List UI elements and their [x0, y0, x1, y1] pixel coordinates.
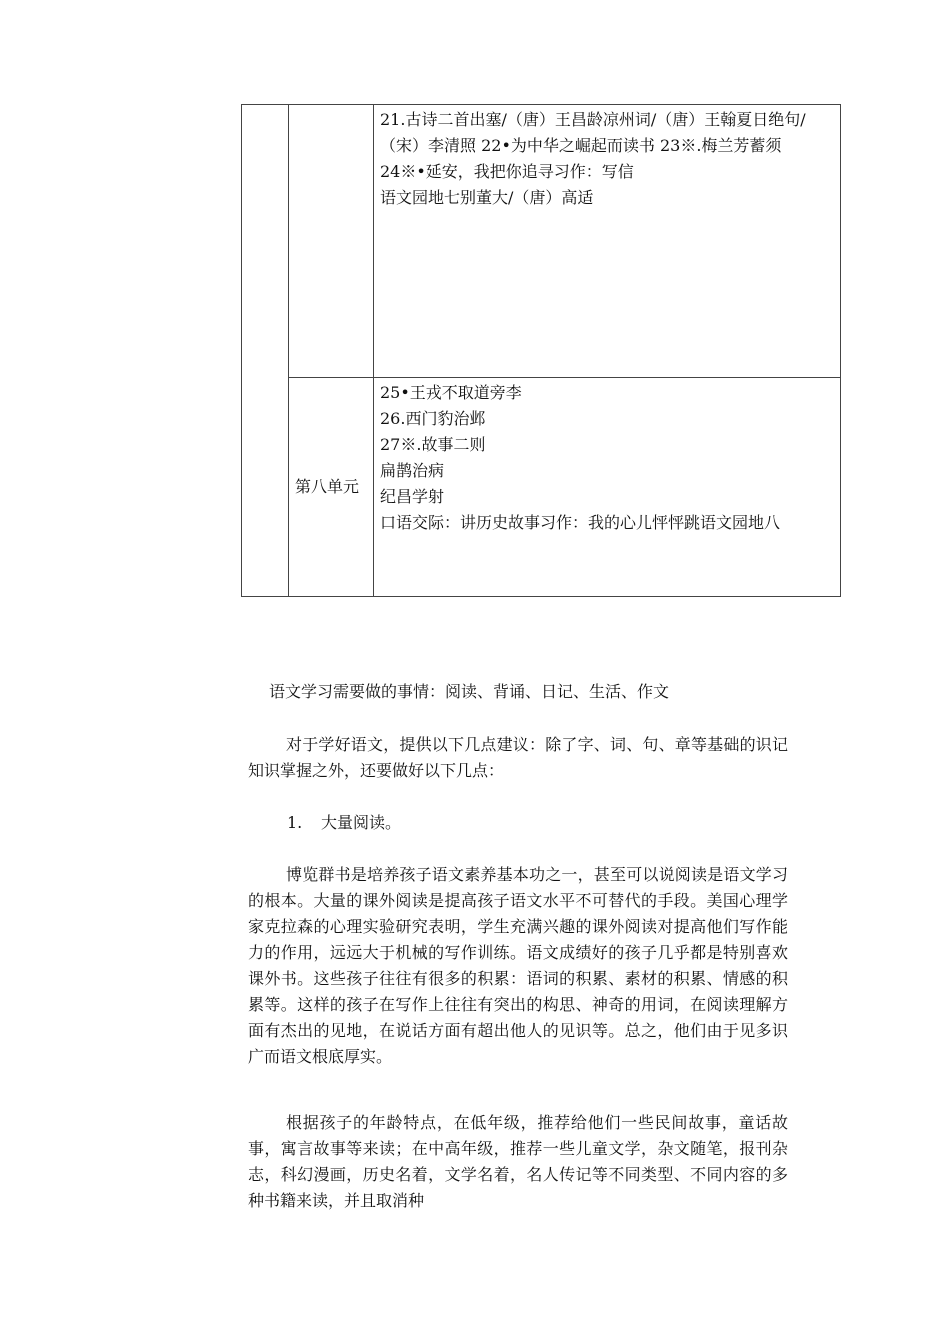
blank-cell [242, 105, 289, 597]
list-item-title: 大量阅读。 [321, 813, 402, 832]
intro-paragraph: 对于学好语文，提供以下几点建议：除了字、词、句、章等基础的识记知识掌握之外，还要做好以下几点： [248, 735, 788, 780]
body-paragraph: 博览群书是培养孩子语文素养基本功之一，甚至可以说阅读是语文学习的根本。大量的课外阅读是提高孩子语文水平不可替代的手段。美国心理学家克拉森的心理实验研究表明，学生充满兴趣的课外阅读对提高他们写作能力的作用，远远大于机械的写作训练。语文成绩好的孩子几乎都是特别喜欢课外书。这些孩子往往有很多的积累：语词的积累、素材的积累、情感的积累等。这样的孩子在写作上往往有突出的构思、神奇的用词，在阅读理解方面有杰出的见地，在说话方面有超出他人的见识等。总之，他们由于见多识广而语文根底厚实。 [248, 865, 788, 1066]
lesson-list [374, 105, 840, 211]
lesson-line: 26.西门豹治邺 [380, 409, 486, 428]
lesson-line: 25•王戎不取道旁李 [380, 383, 522, 402]
unit-cell [289, 105, 374, 378]
section-heading: 语文学习需要做的事情：阅读、背诵、日记、生活、作文 [269, 682, 670, 701]
table-row [242, 378, 841, 597]
list-item [287, 810, 401, 836]
table-row [242, 105, 841, 378]
curriculum-table [241, 104, 841, 597]
lesson-line: 语文园地七别董大/（唐）高适 [380, 188, 594, 207]
lesson-list [374, 378, 840, 536]
unit-cell [289, 378, 374, 597]
lesson-line: 21.古诗二首出塞/（唐）王昌龄凉州词/（唐）王翰夏日绝句/（宋）李清照 22•为中华之崛起而读书 23※.梅兰芳蓄须 [380, 110, 806, 155]
lessons-cell [374, 378, 841, 597]
lesson-line: 纪昌学射 [380, 487, 445, 506]
lesson-line: 口语交际：讲历史故事习作：我的心儿怦怦跳语文园地八 [380, 513, 781, 532]
lesson-line: 27※.故事二则 [380, 435, 486, 454]
lesson-line: 24※•延安，我把你追寻习作：写信 [380, 162, 634, 181]
list-item-number: 1. [287, 813, 303, 832]
lesson-line: 扁鹊治病 [380, 461, 445, 480]
unit-name: 第八单元 [295, 477, 360, 496]
body-paragraph: 根据孩子的年龄特点，在低年级，推荐给他们一些民间故事，童话故事，寓言故事等来读；在中高年级，推荐一些儿童文学，杂文随笔，报刊杂志，科幻漫画，历史名着，文学名着，名人传记等不同类型、不同内容的多种书籍来读，并且取消种 [248, 1113, 788, 1210]
lessons-cell [374, 105, 841, 378]
